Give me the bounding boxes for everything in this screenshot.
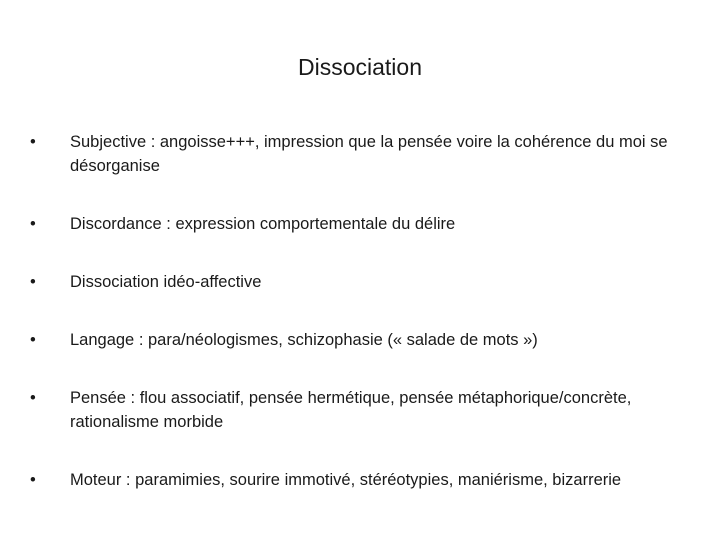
bullet-item xyxy=(30,270,690,294)
bullet-icon: • xyxy=(30,389,36,407)
bullet-item xyxy=(30,328,690,352)
bullet-item xyxy=(30,468,690,492)
bullet-icon: • xyxy=(30,215,36,233)
bullet-icon: • xyxy=(30,133,36,151)
bullet-list xyxy=(30,130,690,526)
bullet-icon: • xyxy=(30,273,36,291)
bullet-text: Langage : para/néologismes, schizophasie (« salade de mots ») xyxy=(70,331,538,349)
bullet-text: Pensée : flou associatif, pensée hermétique, pensée métaphorique/concrète, rationalisme morbide xyxy=(70,389,632,431)
bullet-text: Dissociation idéo-affective xyxy=(70,273,262,291)
bullet-item xyxy=(30,212,690,236)
slide-title: Dissociation xyxy=(298,54,422,80)
bullet-icon: • xyxy=(30,331,36,349)
bullet-item xyxy=(30,386,690,434)
bullet-text: Moteur : paramimies, sourire immotivé, stéréotypies, maniérisme, bizarrerie xyxy=(70,471,622,489)
bullet-item xyxy=(30,130,690,178)
bullet-text: Subjective : angoisse+++, impression que la pensée voire la cohérence du moi se désorganise xyxy=(70,133,668,175)
bullet-text: Discordance : expression comportementale du délire xyxy=(70,215,456,233)
bullet-icon: • xyxy=(30,471,36,489)
